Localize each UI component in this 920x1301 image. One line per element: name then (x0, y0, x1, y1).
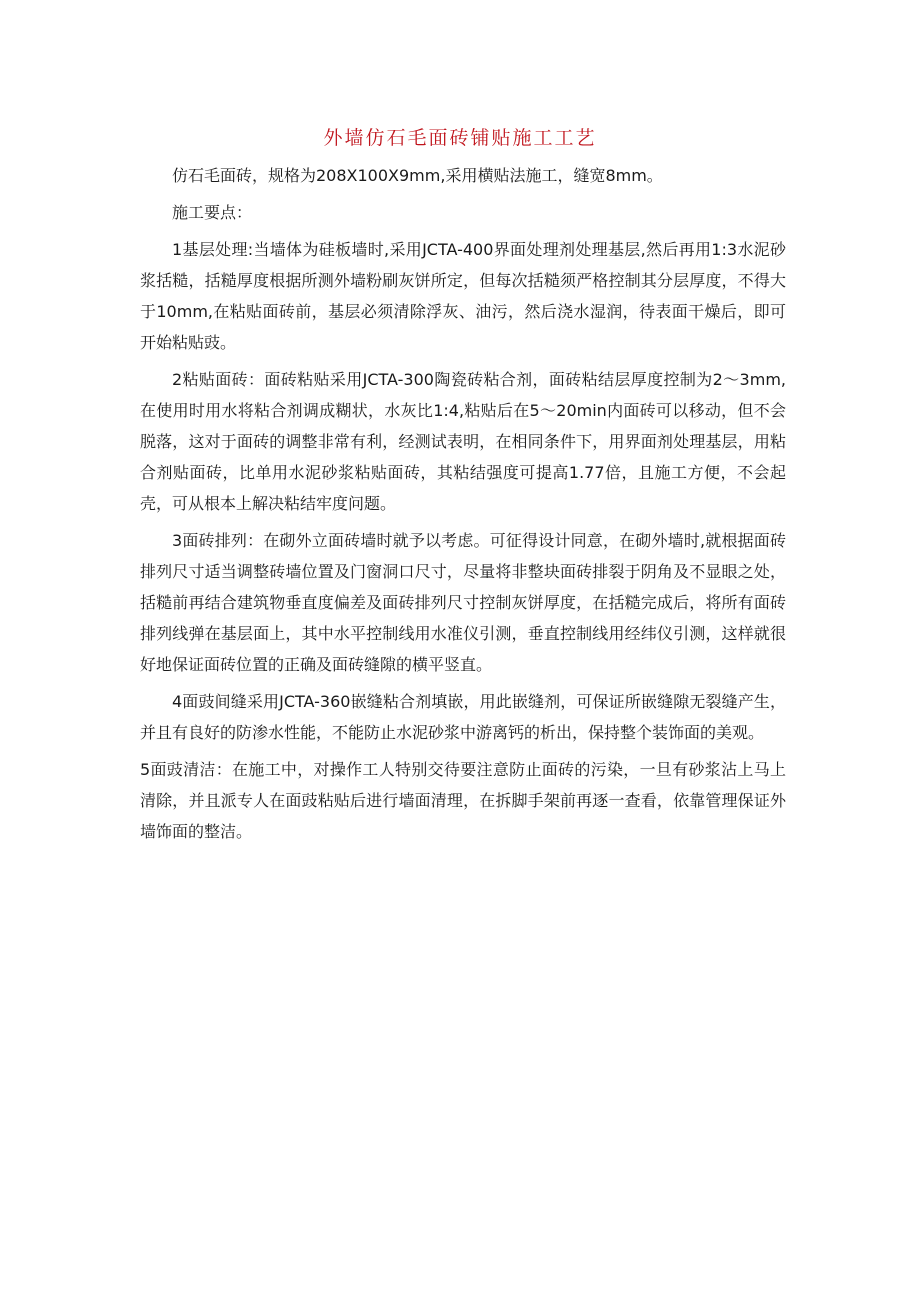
paragraph-spec: 仿石毛面砖，规格为208X100X9mm,采用横贴法施工，缝宽8mm。 (172, 166, 663, 185)
paragraph-tile-bonding: 2粘贴面砖：面砖粘贴采用JCTA-300陶瓷砖粘合剂，面砖粘结层厚度控制为2～3mm,在使用时用水将粘合剂调成糊状，水灰比1:4,粘贴后在5～20min内面砖可以移动，但不会脱落，这对于面砖的调整非常有利，经测试表明，在相同条件下，用界面剂处理基层，用粘合剂贴面砖，比单用水泥砂浆粘贴面砖，其粘结强度可提高1.77倍，且施工方便，不会起壳，可从根本上解决粘结牢度问题。 (140, 370, 786, 513)
paragraph-tile-layout: 3面砖排列：在砌外立面砖墙时就予以考虑。可征得设计同意，在砌外墙时,就根据面砖排列尺寸适当调整砖墙位置及门窗洞口尺寸，尽量将非整块面砖排裂于阴角及不显眼之处，括糙前再结合建筑物垂直度偏差及面砖排列尺寸控制灰饼厚度，在括糙完成后，将所有面砖排列线弹在基层面上，其中水平控制线用水准仪引测，垂直控制线用经纬仪引测，这样就很好地保证面砖位置的正确及面砖缝隙的横平竖直。 (140, 531, 786, 674)
document-body (140, 160, 786, 847)
paragraph-cleaning: 5面豉清洁：在施工中，对操作工人特别交待要注意防止面砖的污染，一旦有砂浆沾上马上清除，并且派专人在面豉粘贴后进行墙面清理，在拆脚手架前再逐一查看，依靠管理保证外墙饰面的整洁。 (140, 760, 786, 841)
paragraph-key-points-heading: 施工要点： (172, 203, 253, 222)
paragraph-base-treatment: 1基层处理:当墙体为硅板墙时,采用JCTA-400界面处理剂处理基层,然后再用1:3水泥砂浆括糙，括糙厚度根据所测外墙粉刷灰饼所定，但每次括糙须严格控制其分层厚度，不得大于10mm,在粘贴面砖前，基层必须清除浮灰、油污，然后浇水湿润，待表面干燥后，即可开始粘贴豉。 (140, 240, 786, 352)
document-title: 外墙仿石毛面砖铺贴施工工艺 (323, 127, 597, 149)
paragraph-joint-filling: 4面豉间缝采用JCTA-360嵌缝粘合剂填嵌，用此嵌缝剂，可保证所嵌缝隙无裂缝产生，并且有良好的防渗水性能，不能防止水泥砂浆中游离钙的析出，保持整个装饰面的美观。 (140, 692, 786, 742)
